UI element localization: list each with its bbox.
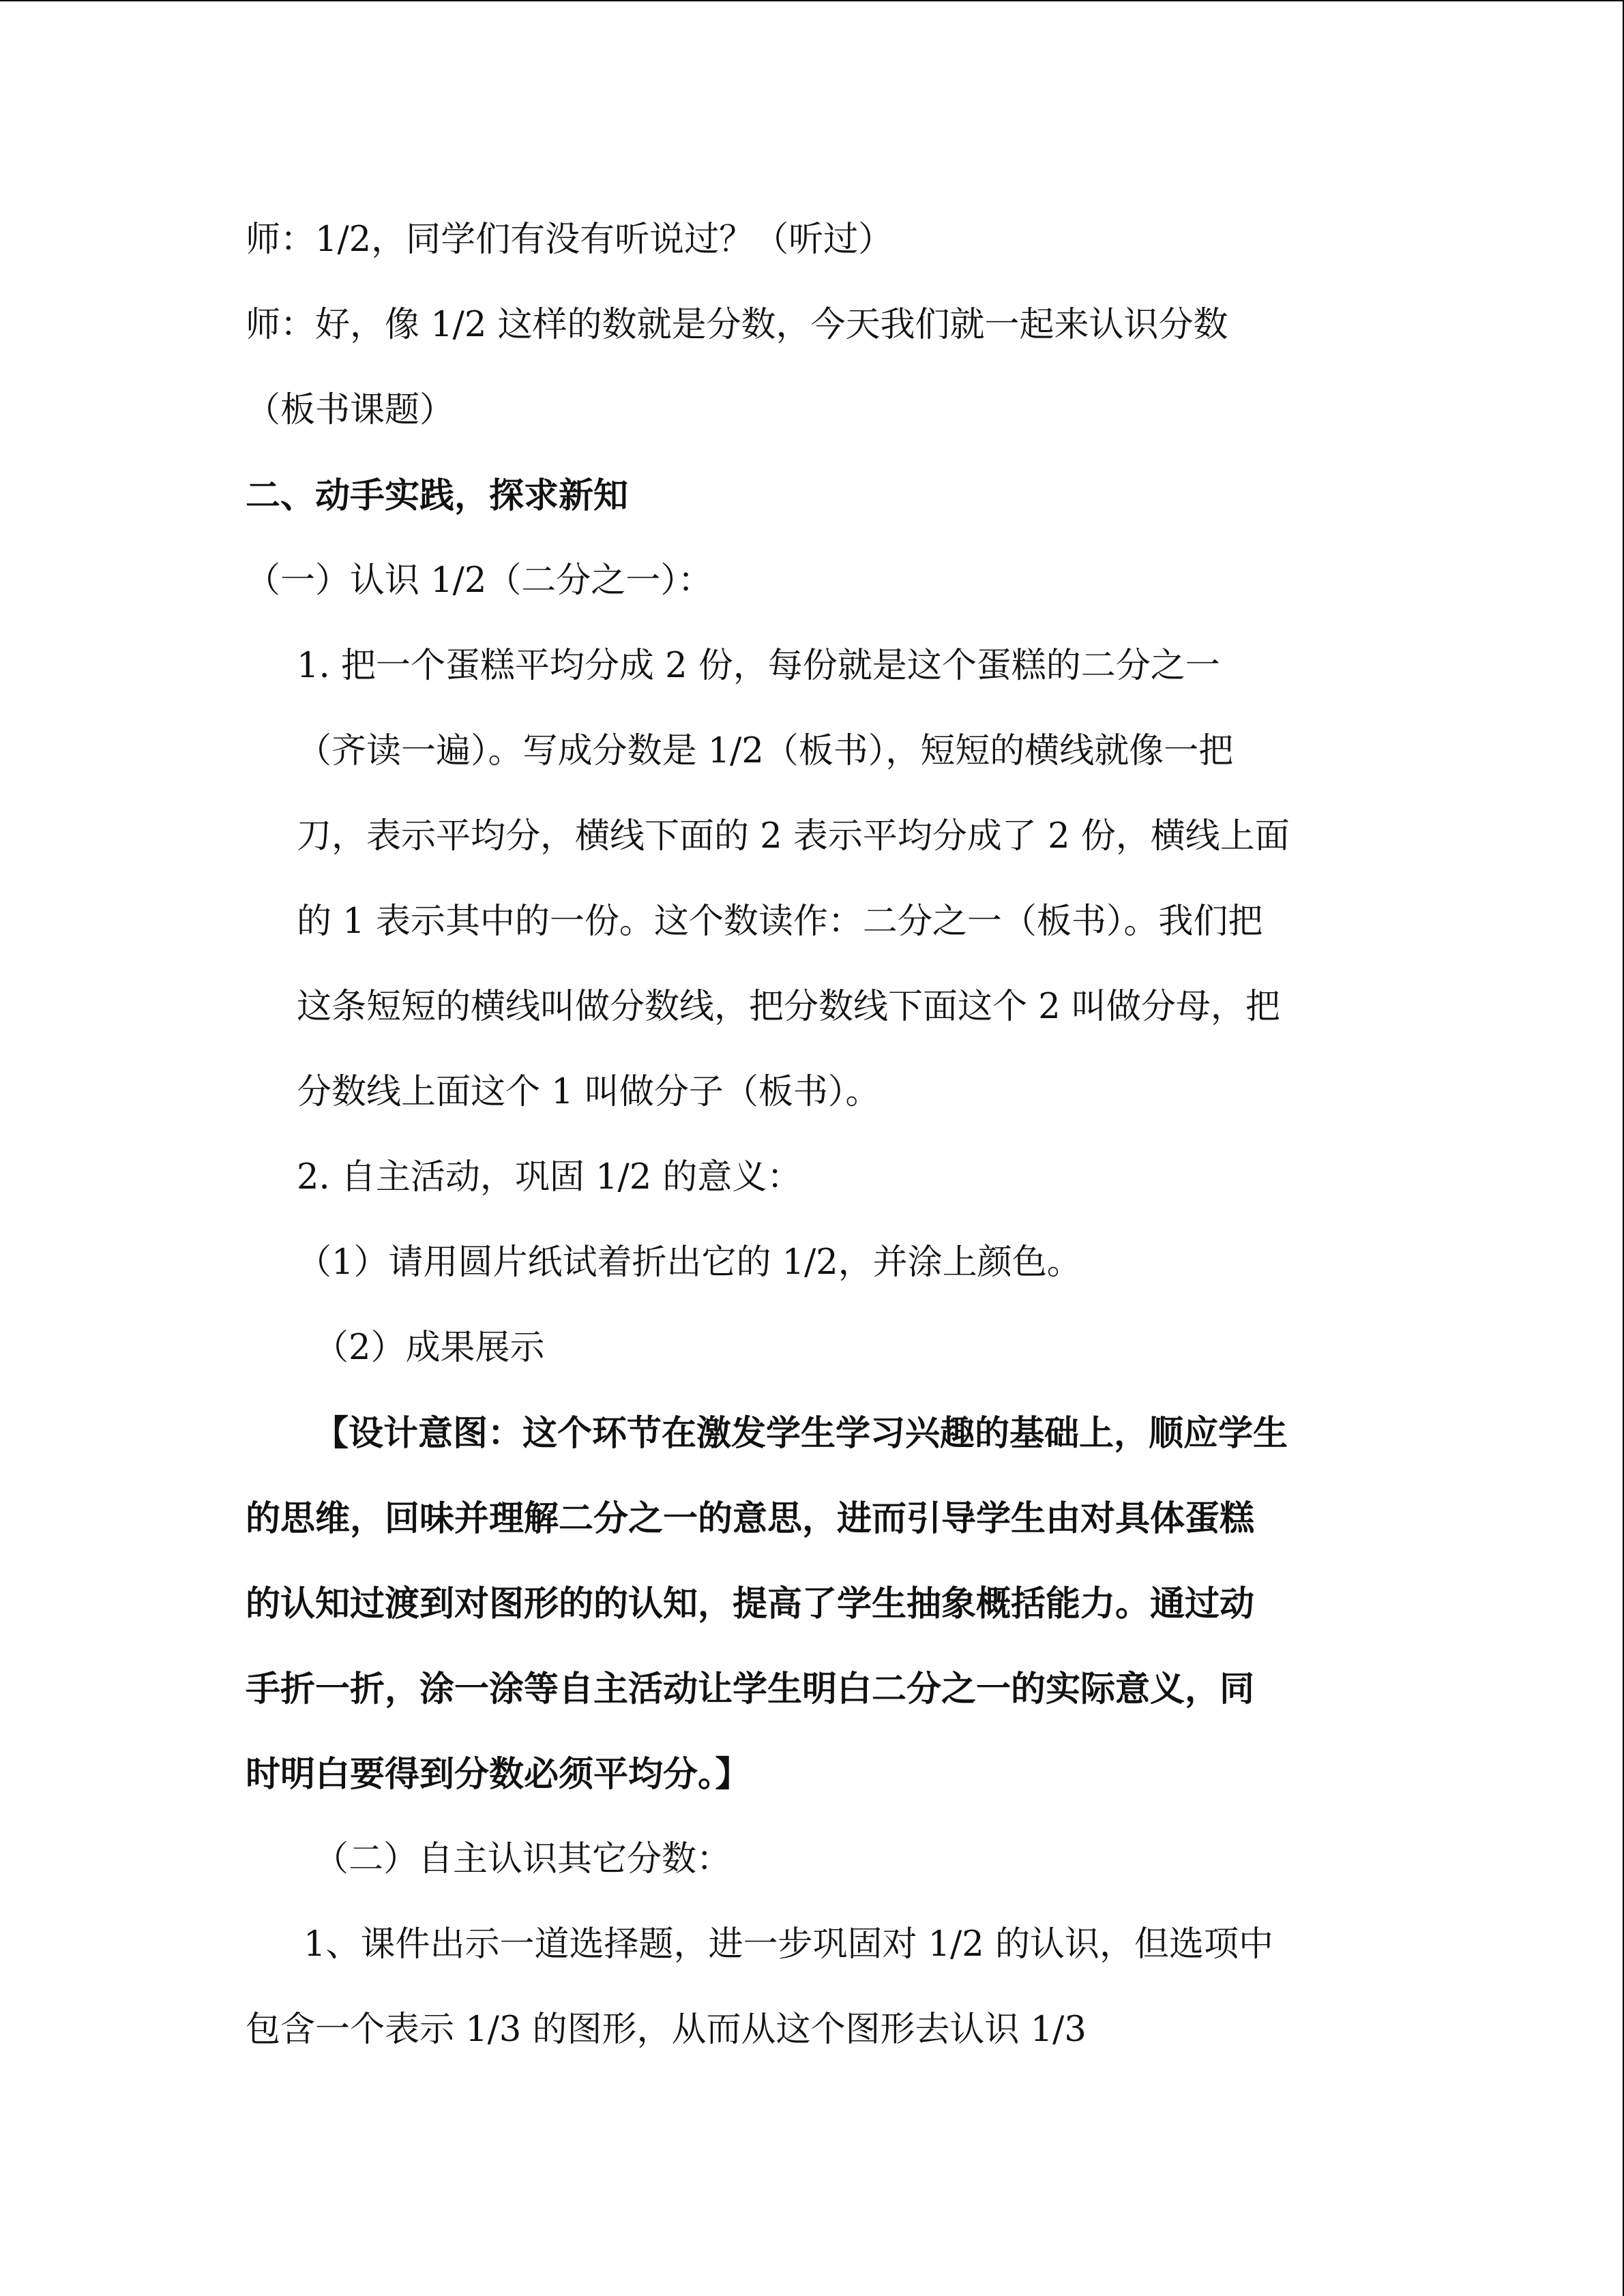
item-1-line-6: 分数线上面这个 1 叫做分子（板书）。 [297, 1072, 881, 1112]
design-intent-line-2: 的思维，回味并理解二分之一的意思，进而引导学生由对具体蛋糕 [246, 1498, 1255, 1539]
dialogue-line-3: （板书课题） [246, 390, 455, 430]
item-1-line-1: 1. 把一个蛋糕平均分成 2 份，每份就是这个蛋糕的二分之一 [297, 646, 1220, 686]
other-fractions-line-1: 1、课件出示一道选择题，进一步巩固对 1/2 的认识，但选项中 [304, 1924, 1273, 1965]
section-heading: 二、动手实践，探求新知 [246, 475, 629, 516]
item-2-line: 2. 自主活动，巩固 1/2 的意义： [297, 1157, 802, 1197]
design-intent-line-1: 【设计意图：这个环节在激发学生学习兴趣的基础上，顺应学生 [314, 1413, 1288, 1454]
design-intent-line-5: 时明白要得到分数必须平均分。】 [246, 1754, 750, 1795]
other-fractions-line-2: 包含一个表示 1/3 的图形，从而从这个图形去认识 1/3 [246, 2010, 1087, 2050]
item-1-line-3: 刀，表示平均分，横线下面的 2 表示平均分成了 2 份，横线上面 [297, 816, 1290, 856]
activity-step-1: （1）请用圆片纸试着折出它的 1/2，并涂上颜色。 [297, 1242, 1082, 1283]
item-1-line-5: 这条短短的横线叫做分数线，把分数线下面这个 2 叫做分母，把 [297, 987, 1280, 1027]
dialogue-line-2: 师：好，像 1/2 这样的数就是分数，今天我们就一起来认识分数 [246, 305, 1228, 345]
activity-step-2: （2）成果展示 [314, 1328, 545, 1368]
subsection-heading-2: （二）自主认识其它分数： [314, 1839, 732, 1879]
design-intent-line-3: 的认知过渡到对图形的的认知，提高了学生抽象概括能力。通过动 [246, 1583, 1255, 1624]
dialogue-line-1: 师：1/2，同学们有没有听说过？（听过） [246, 220, 894, 260]
item-1-line-4: 的 1 表示其中的一份。这个数读作：二分之一（板书）。我们把 [297, 901, 1263, 942]
design-intent-line-4: 手折一折，涂一涂等自主活动让学生明白二分之一的实际意义，同 [246, 1669, 1255, 1710]
subsection-heading-1: （一）认识 1/2（二分之一）： [246, 561, 713, 601]
item-1-line-2: （齐读一遍）。写成分数是 1/2（板书），短短的横线就像一把 [297, 731, 1234, 771]
